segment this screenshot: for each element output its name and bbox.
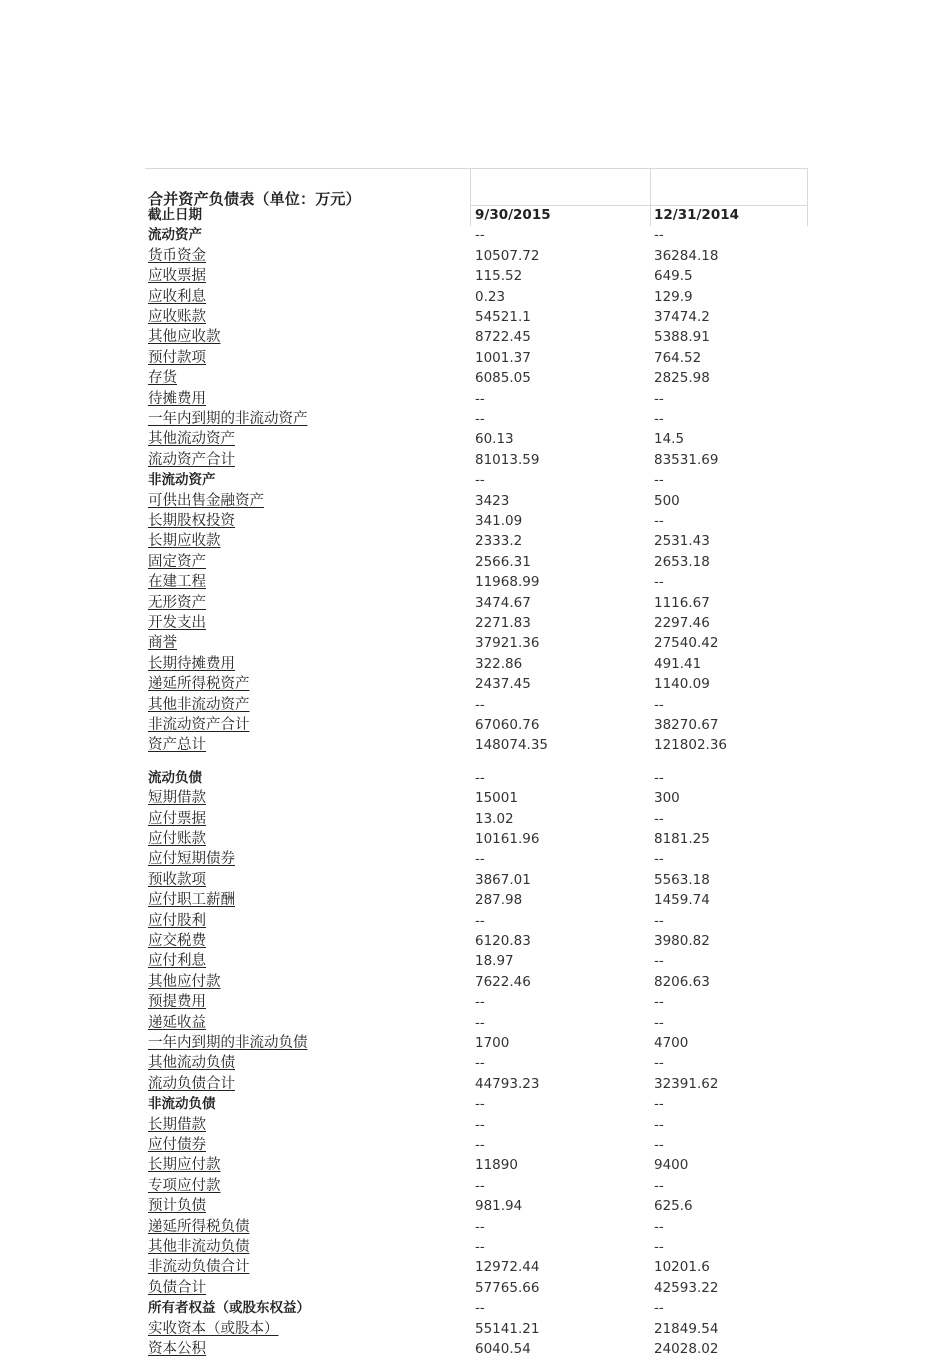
row-label-link[interactable]: 递延收益 — [148, 1014, 206, 1031]
cell-value-2014: 1140.09 — [654, 676, 710, 693]
table-row — [145, 613, 808, 633]
row-label-link[interactable]: 应付债券 — [148, 1137, 206, 1153]
row-label: 非流动负债 — [148, 1096, 216, 1113]
row-label-link[interactable]: 其他流动资产 — [148, 431, 235, 448]
table-row — [145, 450, 808, 470]
row-label-link[interactable]: 应付股利 — [148, 912, 206, 929]
cell-value-2014: -- — [654, 1300, 664, 1317]
row-label-link[interactable]: 应收利息 — [148, 288, 206, 305]
cell-value-2015: -- — [475, 769, 485, 786]
table-row — [145, 205, 808, 225]
row-label-link[interactable]: 流动负债合计 — [148, 1075, 235, 1092]
cell-value-2014: -- — [654, 696, 664, 713]
table-row — [145, 348, 808, 368]
cell-value-2015: -- — [475, 851, 485, 868]
cell-value-2015: 44793.23 — [475, 1075, 540, 1092]
cell-value-2014: 8181.25 — [654, 831, 710, 847]
table-row — [145, 470, 808, 490]
row-label-link[interactable]: 短期借款 — [148, 790, 206, 807]
cell-value-2015: 10507.72 — [475, 247, 540, 264]
row-label-link[interactable]: 长期借款 — [148, 1116, 206, 1133]
cell-value-2014: 500 — [654, 492, 680, 509]
row-label: 流动负债 — [148, 769, 202, 786]
table-row — [145, 1257, 808, 1277]
table-title: 合并资产负债表（单位：万元） — [148, 190, 361, 208]
table-row — [145, 1217, 808, 1237]
cell-value-2015: -- — [475, 912, 485, 929]
row-label-link[interactable]: 其他流动负债 — [148, 1055, 235, 1072]
row-label-link[interactable]: 在建工程 — [148, 574, 206, 591]
table-row — [145, 246, 808, 266]
table-row — [145, 266, 808, 286]
row-label-link[interactable]: 一年内到期的非流动资产 — [148, 411, 308, 427]
cell-value-2014: -- — [654, 769, 664, 786]
table-row — [145, 1094, 808, 1114]
cell-value-2015: 2271.83 — [475, 615, 531, 631]
row-label-link[interactable]: 预提费用 — [148, 994, 206, 1011]
cell-value-2014: 1116.67 — [654, 594, 710, 611]
cell-value-2014: -- — [654, 390, 664, 407]
row-label-link[interactable]: 预计负债 — [148, 1198, 206, 1215]
row-label-link[interactable]: 存货 — [148, 370, 177, 387]
row-label-link[interactable]: 其他非流动资产 — [148, 696, 250, 713]
table-row — [145, 674, 808, 694]
table-row — [145, 307, 808, 327]
table-row — [145, 225, 808, 245]
cell-value-2014: 300 — [654, 790, 680, 807]
cell-value-2015: 15001 — [475, 790, 518, 807]
cell-value-2015: -- — [475, 1137, 485, 1153]
table-row — [145, 1074, 808, 1094]
table-row — [145, 1115, 808, 1135]
table-row — [145, 849, 808, 869]
table-row — [145, 972, 808, 992]
table-row — [145, 368, 808, 388]
row-label-link[interactable]: 商誉 — [148, 635, 177, 652]
cell-value-2014: 37474.2 — [654, 309, 710, 325]
row-label-link[interactable]: 应收票据 — [148, 268, 206, 285]
cell-value-2015: 3423 — [475, 492, 510, 509]
cell-value-2014: 2653.18 — [654, 553, 710, 570]
cell-value-2014: 2297.46 — [654, 615, 710, 631]
row-label: 流动资产 — [148, 227, 202, 244]
cell-value-2014: 21849.54 — [654, 1320, 719, 1337]
cell-value-2015: -- — [475, 1239, 485, 1255]
cell-value-2015: 3867.01 — [475, 871, 531, 888]
cell-value-2014: 5388.91 — [654, 329, 710, 346]
table-row — [145, 735, 808, 755]
cell-value-2014: -- — [654, 953, 664, 970]
cell-value-2015: -- — [475, 1300, 485, 1317]
row-label-link[interactable]: 固定资产 — [148, 553, 206, 570]
row-label-link[interactable]: 其他非流动负债 — [148, 1239, 250, 1255]
cell-value-2014: 14.5 — [654, 431, 685, 448]
row-label-link[interactable]: 其他应收款 — [148, 329, 221, 346]
cell-value-2015: 0.23 — [475, 288, 506, 305]
cell-value-2014: 24028.02 — [654, 1341, 719, 1357]
row-label-link[interactable]: 非流动资产合计 — [148, 717, 250, 733]
cell-value-2015: 2566.31 — [475, 553, 531, 570]
cell-value-2014: 2825.98 — [654, 370, 710, 387]
row-label-link[interactable]: 一年内到期的非流动负债 — [148, 1035, 308, 1051]
row-label-link[interactable]: 货币资金 — [148, 247, 206, 264]
row-label-link[interactable]: 应付短期债券 — [148, 851, 235, 868]
cell-value-2015: 2437.45 — [475, 676, 531, 693]
cell-value-2015: 54521.1 — [475, 309, 531, 325]
row-label-link[interactable]: 应交税费 — [148, 933, 206, 949]
row-label-link[interactable]: 长期应收款 — [148, 533, 221, 550]
table-row — [145, 287, 808, 307]
cell-value-2015: -- — [475, 1014, 485, 1031]
row-label-link[interactable]: 资产总计 — [148, 737, 206, 754]
table-row — [145, 429, 808, 449]
cell-value-2014: -- — [654, 912, 664, 929]
table-row — [145, 931, 808, 951]
row-label-link[interactable]: 长期应付款 — [148, 1157, 221, 1174]
cell-value-2015: 11890 — [475, 1157, 518, 1174]
row-label-link[interactable]: 长期股权投资 — [148, 513, 235, 529]
cell-value-2014: -- — [654, 1177, 664, 1194]
table-row — [145, 715, 808, 735]
table-row — [145, 951, 808, 971]
table-row — [145, 593, 808, 613]
row-label-link[interactable]: 应付账款 — [148, 831, 206, 847]
table-row — [145, 654, 808, 674]
table-row — [145, 1033, 808, 1053]
table-row — [145, 1196, 808, 1216]
table-row — [145, 572, 808, 592]
cell-value-2014: 8206.63 — [654, 973, 710, 990]
row-label-link[interactable]: 应付票据 — [148, 810, 206, 827]
table-row — [145, 409, 808, 429]
cell-value-2015: 7622.46 — [475, 973, 531, 990]
cell-value-2015: 10161.96 — [475, 831, 540, 847]
cell-value-2014: -- — [654, 227, 664, 244]
table-row — [145, 870, 808, 890]
cell-value-2014: 129.9 — [654, 288, 693, 305]
table-row — [145, 1053, 808, 1073]
cell-value-2014: 12/31/2014 — [654, 207, 740, 223]
cell-value-2014: -- — [654, 1137, 664, 1153]
table-row — [145, 829, 808, 849]
cell-value-2015: -- — [475, 411, 485, 427]
cell-value-2014: 625.6 — [654, 1198, 693, 1215]
table-row — [145, 890, 808, 910]
row-label-link[interactable]: 实收资本（或股本） — [148, 1320, 279, 1337]
cell-value-2015: -- — [475, 1218, 485, 1235]
cell-value-2015: 67060.76 — [475, 717, 540, 733]
row-label-link[interactable]: 专项应付款 — [148, 1177, 221, 1194]
row-label-link[interactable]: 资本公积 — [148, 1341, 206, 1357]
cell-value-2015: 81013.59 — [475, 451, 540, 468]
cell-value-2014: 491.41 — [654, 655, 702, 672]
table-row — [145, 633, 808, 653]
row-label-link[interactable]: 其他应付款 — [148, 973, 221, 990]
row-label: 所有者权益（或股东权益） — [148, 1300, 310, 1317]
cell-value-2014: -- — [654, 411, 664, 427]
row-label-link[interactable]: 开发支出 — [148, 615, 206, 631]
table-row — [145, 552, 808, 572]
row-label-link[interactable]: 可供出售金融资产 — [148, 492, 264, 509]
cell-value-2014: 83531.69 — [654, 451, 719, 468]
table-row — [145, 1155, 808, 1175]
cell-value-2015: 341.09 — [475, 513, 523, 529]
row-label-link[interactable]: 递延所得税负债 — [148, 1218, 250, 1235]
row-label-link[interactable]: 流动资产合计 — [148, 451, 235, 468]
cell-value-2014: 3980.82 — [654, 933, 710, 949]
cell-value-2015: 1700 — [475, 1035, 510, 1051]
cell-value-2015: 9/30/2015 — [475, 207, 551, 223]
cell-value-2014: 32391.62 — [654, 1075, 719, 1092]
cell-value-2015: 60.13 — [475, 431, 514, 448]
row-label-link[interactable]: 应付职工薪酬 — [148, 892, 235, 909]
row-label-link[interactable]: 应收账款 — [148, 309, 206, 325]
cell-value-2015: 1001.37 — [475, 349, 531, 366]
row-label-link[interactable]: 长期待摊费用 — [148, 655, 235, 672]
cell-value-2015: 148074.35 — [475, 737, 549, 754]
cell-value-2015: 2333.2 — [475, 533, 523, 550]
row-label: 非流动资产 — [148, 472, 216, 489]
cell-value-2015: -- — [475, 472, 485, 489]
table-row — [145, 1135, 808, 1155]
cell-value-2014: -- — [654, 1014, 664, 1031]
cell-value-2014: 42593.22 — [654, 1279, 719, 1296]
cell-value-2014: -- — [654, 1055, 664, 1072]
table-row — [145, 992, 808, 1012]
cell-value-2015: -- — [475, 1177, 485, 1194]
table-row — [145, 1013, 808, 1033]
cell-value-2014: 121802.36 — [654, 737, 728, 754]
row-label-link[interactable]: 应付利息 — [148, 953, 206, 970]
cell-value-2015: 322.86 — [475, 655, 523, 672]
cell-value-2015: -- — [475, 1116, 485, 1133]
row-label-link[interactable]: 递延所得税资产 — [148, 676, 250, 693]
cell-value-2014: 27540.42 — [654, 635, 719, 652]
cell-value-2014: 1459.74 — [654, 892, 710, 909]
cell-value-2015: 6040.54 — [475, 1341, 531, 1357]
cell-value-2014: -- — [654, 1218, 664, 1235]
table-row — [145, 531, 808, 551]
cell-value-2014: 10201.6 — [654, 1259, 710, 1276]
table-row — [145, 511, 808, 531]
cell-value-2015: 18.97 — [475, 953, 514, 970]
table-row — [145, 491, 808, 511]
cell-value-2015: 57765.66 — [475, 1279, 540, 1296]
row-label-link[interactable]: 负债合计 — [148, 1279, 206, 1296]
table-row — [145, 1339, 808, 1359]
cell-value-2014: 649.5 — [654, 268, 693, 285]
table-row — [145, 911, 808, 931]
row-label-link[interactable]: 待摊费用 — [148, 390, 206, 407]
row-label-link[interactable]: 非流动负债合计 — [148, 1259, 250, 1276]
cell-value-2014: 38270.67 — [654, 717, 719, 733]
table-row — [145, 389, 808, 409]
table-row — [145, 788, 808, 808]
cell-value-2014: 764.52 — [654, 349, 702, 366]
cell-value-2014: 36284.18 — [654, 247, 719, 264]
cell-value-2015: -- — [475, 1096, 485, 1113]
cell-value-2014: -- — [654, 1096, 664, 1113]
cell-value-2014: 4700 — [654, 1035, 689, 1051]
cell-value-2014: 5563.18 — [654, 871, 710, 888]
grid-line-top — [145, 168, 808, 169]
table-row — [145, 809, 808, 829]
cell-value-2015: 3474.67 — [475, 594, 531, 611]
row-label-link[interactable]: 预付款项 — [148, 349, 206, 366]
cell-value-2015: 287.98 — [475, 892, 523, 909]
table-row — [145, 1319, 808, 1339]
cell-value-2014: -- — [654, 472, 664, 489]
cell-value-2015: 13.02 — [475, 810, 514, 827]
cell-value-2014: -- — [654, 513, 664, 529]
cell-value-2015: 115.52 — [475, 268, 523, 285]
row-label-link[interactable]: 预收款项 — [148, 871, 206, 888]
cell-value-2015: -- — [475, 227, 485, 244]
cell-value-2015: -- — [475, 1055, 485, 1072]
table-row — [145, 1298, 808, 1318]
cell-value-2015: 55141.21 — [475, 1320, 540, 1337]
cell-value-2015: 6120.83 — [475, 933, 531, 949]
row-label: 截止日期 — [148, 207, 202, 223]
table-row — [145, 1176, 808, 1196]
cell-value-2015: 981.94 — [475, 1198, 523, 1215]
cell-value-2015: 12972.44 — [475, 1259, 540, 1276]
cell-value-2015: -- — [475, 696, 485, 713]
table-row — [145, 695, 808, 715]
table-row — [145, 1237, 808, 1257]
cell-value-2015: -- — [475, 390, 485, 407]
row-label-link[interactable]: 无形资产 — [148, 594, 206, 611]
cell-value-2015: 11968.99 — [475, 574, 540, 591]
cell-value-2014: -- — [654, 994, 664, 1011]
cell-value-2014: -- — [654, 574, 664, 591]
table-row — [145, 1278, 808, 1298]
cell-value-2014: -- — [654, 851, 664, 868]
cell-value-2014: -- — [654, 1116, 664, 1133]
cell-value-2015: 37921.36 — [475, 635, 540, 652]
cell-value-2015: 6085.05 — [475, 370, 531, 387]
cell-value-2014: 2531.43 — [654, 533, 710, 550]
cell-value-2014: 9400 — [654, 1157, 689, 1174]
table-row — [145, 327, 808, 347]
cell-value-2014: -- — [654, 1239, 664, 1255]
cell-value-2015: 8722.45 — [475, 329, 531, 346]
cell-value-2014: -- — [654, 810, 664, 827]
table-row — [145, 768, 808, 788]
cell-value-2015: -- — [475, 994, 485, 1011]
